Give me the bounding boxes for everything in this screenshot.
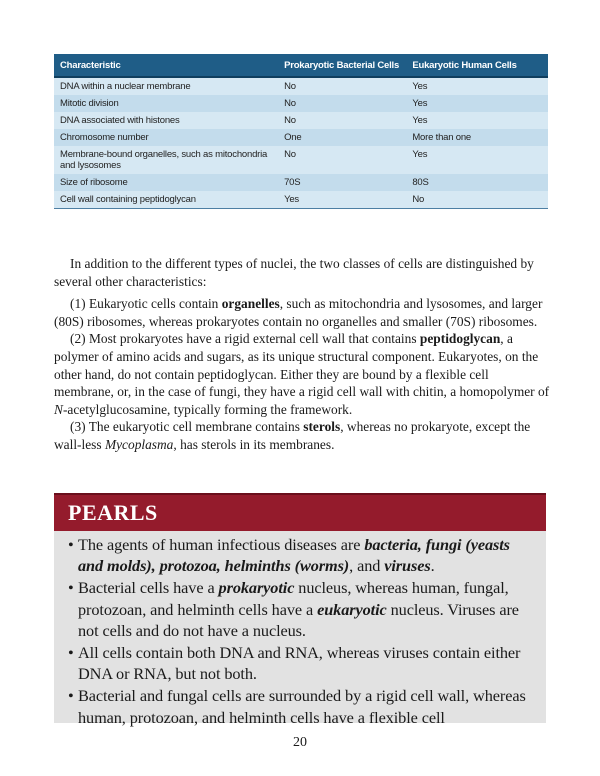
characteristic-cell: Cell wall containing peptidoglycan: [54, 191, 278, 209]
body-text: [54, 255, 550, 454]
bullet-icon: •: [68, 686, 74, 706]
pearl-text: , and: [349, 556, 385, 576]
paragraph-text: , has sterols in its membranes.: [173, 436, 335, 452]
list-item: [68, 534, 538, 576]
table-row: [54, 95, 548, 112]
prokaryotic-cell: Yes: [278, 191, 406, 209]
eukaryotic-cell: Yes: [406, 112, 548, 129]
characteristic-cell: DNA within a nuclear membrane: [54, 77, 278, 95]
column-header-characteristic: Characteristic: [54, 54, 278, 77]
italic-n: N: [54, 401, 63, 417]
paragraph-text: -acetylglucosamine, typically forming the framework.: [62, 401, 353, 417]
list-item: [68, 685, 538, 727]
pearl-emphasis: viruses: [384, 556, 431, 576]
table-row: [54, 77, 548, 95]
pearls-header: [54, 493, 546, 533]
pearl-text: nucleus, whereas human, fungal, protozoan, and helminth cells have a: [78, 578, 509, 619]
pearl-text: The agents of human infectious diseases are: [78, 535, 365, 554]
term-sterols: sterols: [303, 419, 341, 435]
paragraph-text: , whereas no prokaryote, except the wall-less: [54, 419, 531, 452]
pearl-text: All cells contain both DNA and RNA, whereas viruses contain either DNA or RNA, but not both.: [78, 643, 521, 684]
intro-text: In addition to the different types of nuclei, the two classes of cells are distinguished by several other characteristics:: [54, 256, 534, 289]
paragraph-sterols: [54, 418, 550, 453]
prokaryotic-cell: No: [278, 95, 406, 112]
paragraph-text: (2) Most prokaryotes have a rigid external cell wall that contains: [70, 331, 420, 347]
characteristic-cell: Size of ribosome: [54, 174, 278, 191]
prokaryotic-cell: One: [278, 129, 406, 146]
term-mycoplasma: Mycoplasma: [104, 436, 174, 452]
page-number: 20: [293, 735, 307, 750]
paragraph-text: (1) Eukaryotic cells contain: [70, 296, 222, 312]
pearl-text: Bacterial cells have a: [78, 578, 219, 598]
bullet-icon: •: [68, 578, 74, 598]
pearl-emphasis: prokaryotic: [218, 578, 295, 598]
prokaryotic-cell: No: [278, 77, 406, 95]
pearl-emphasis: eukaryotic: [317, 599, 387, 619]
paragraph-text: , a polymer of amino acids and sugars, as its unique structural component. Eukaryotes, on the other hand, do not contain peptidoglycan. Either they are bound by a flexible cell membrane, or, in the case of fungi, they have a rigid cell wall with chitin, a homopolymer of: [54, 331, 550, 400]
bullet-icon: •: [68, 643, 74, 663]
list-item: [68, 642, 538, 684]
term-organelles: organelles: [221, 296, 280, 312]
table-row: [54, 129, 548, 146]
pearl-text: .: [430, 556, 435, 576]
table-row: [54, 112, 548, 129]
pearls-list: [68, 534, 538, 729]
characteristic-cell: Mitotic division: [54, 95, 278, 112]
paragraph-text: (3) The eukaryotic cell membrane contains: [70, 419, 304, 435]
list-item: [68, 577, 538, 641]
table-row: [54, 174, 548, 191]
column-header-prokaryotic: Prokaryotic Bacterial Cells: [278, 54, 406, 77]
pearl-emphasis: bacteria, fungi (yeasts and molds), protozoa, helminths (worms): [78, 535, 510, 576]
cell-comparison-table: [54, 54, 548, 209]
eukaryotic-cell: 80S: [406, 174, 548, 191]
characteristic-cell: Chromosome number: [54, 129, 278, 146]
characteristic-cell: Membrane-bound organelles, such as mitochondria and lysosomes: [54, 146, 278, 174]
prokaryotic-cell: No: [278, 146, 406, 174]
eukaryotic-cell: Yes: [406, 95, 548, 112]
characteristic-cell: DNA associated with histones: [54, 112, 278, 129]
column-header-eukaryotic: Eukaryotic Human Cells: [406, 54, 548, 77]
eukaryotic-cell: More than one: [406, 129, 548, 146]
pearls-box: [54, 531, 546, 727]
term-peptidoglycan: peptidoglycan: [419, 331, 501, 347]
table-row: [54, 191, 548, 209]
pearl-text: Bacterial and fungal cells are surrounded by a rigid cell wall, whereas human, protozoan, and helminth cells have a flexible cell: [78, 686, 526, 727]
prokaryotic-cell: 70S: [278, 174, 406, 191]
eukaryotic-cell: No: [406, 191, 548, 209]
pearls-title: PEARLS: [68, 500, 158, 525]
table-row: [54, 146, 548, 174]
paragraph-organelles: [54, 295, 550, 330]
paragraph-text: , such as mitochondria and lysosomes, and larger (80S) ribosomes, whereas prokaryotes contain no organelles and smaller (70S) ribosomes.: [54, 296, 543, 329]
table-header-row: [54, 54, 548, 77]
eukaryotic-cell: Yes: [406, 146, 548, 174]
paragraph-peptidoglycan: [54, 330, 550, 418]
pearl-text: nucleus. Viruses are not cells and do not have a nucleus.: [78, 599, 519, 640]
intro-paragraph: [54, 255, 550, 290]
prokaryotic-cell: No: [278, 112, 406, 129]
eukaryotic-cell: Yes: [406, 77, 548, 95]
bullet-icon: •: [68, 535, 74, 554]
